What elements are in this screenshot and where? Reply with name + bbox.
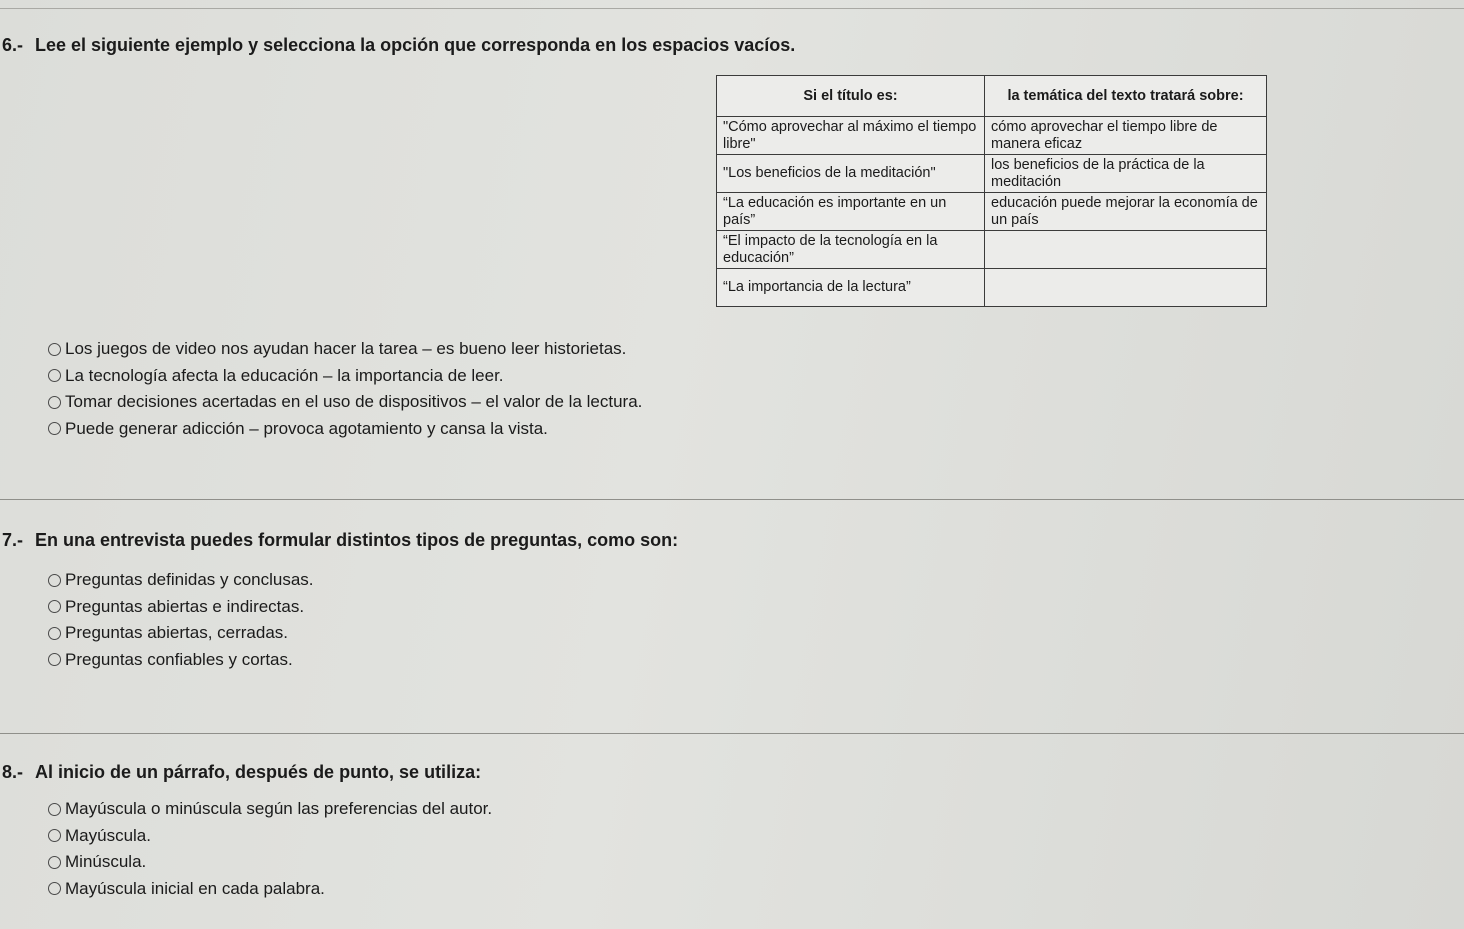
table-cell-topic: los beneficios de la práctica de la meditación [985, 155, 1267, 193]
radio-button-icon[interactable] [48, 369, 61, 382]
question-7-prompt [2, 530, 678, 551]
answer-option[interactable] [48, 416, 642, 443]
option-label: Preguntas definidas y conclusas. [65, 570, 314, 589]
radio-button-icon[interactable] [48, 856, 61, 869]
question-text: Lee el siguiente ejemplo y selecciona la opción que corresponda en los espacios vacíos. [35, 35, 796, 55]
option-label: Minúscula. [65, 852, 147, 871]
answer-option[interactable] [48, 363, 642, 390]
answer-option[interactable] [48, 823, 492, 850]
table-row [717, 231, 1267, 269]
radio-button-icon[interactable] [48, 803, 61, 816]
option-label: La tecnología afecta la educación – la importancia de leer. [65, 365, 504, 385]
table-cell-title: "Los beneficios de la meditación" [717, 155, 985, 193]
question-number: 7.- [2, 530, 24, 550]
answer-option[interactable] [48, 647, 314, 674]
answer-option[interactable] [48, 849, 492, 876]
table-cell-topic: cómo aprovechar el tiempo libre de manera eficaz [985, 117, 1267, 155]
question-7-options [48, 567, 314, 673]
answer-option[interactable] [48, 796, 492, 823]
section-divider [0, 499, 1464, 500]
option-label: Preguntas abiertas, cerradas. [65, 623, 289, 642]
option-label: Mayúscula inicial en cada palabra. [65, 878, 325, 898]
table-row [717, 269, 1267, 307]
table-cell-title: “La importancia de la lectura” [717, 269, 985, 307]
option-label: Preguntas confiables y cortas. [65, 649, 293, 669]
question-number: 8.- [2, 762, 24, 782]
radio-button-icon[interactable] [48, 627, 61, 640]
question-text: En una entrevista puedes formular distintos tipos de preguntas, como son: [35, 530, 679, 550]
table-row [717, 117, 1267, 155]
question-6-options [48, 336, 642, 442]
example-table [716, 75, 1267, 307]
question-text: Al inicio de un párrafo, después de punto, se utiliza: [35, 762, 482, 782]
option-label: Preguntas abiertas e indirectas. [65, 596, 305, 616]
radio-button-icon[interactable] [48, 422, 61, 435]
option-label: Mayúscula. [65, 825, 151, 845]
radio-button-icon[interactable] [48, 653, 61, 666]
section-divider [0, 733, 1464, 734]
option-label: Mayúscula o minúscula según las preferencias del autor. [65, 799, 493, 818]
table-row [717, 155, 1267, 193]
table-row [717, 193, 1267, 231]
radio-button-icon[interactable] [48, 882, 61, 895]
radio-button-icon[interactable] [48, 574, 61, 587]
question-8-options [48, 796, 492, 902]
option-label: Puede generar adicción – provoca agotamiento y cansa la vista. [65, 418, 548, 438]
table-cell-title: “El impacto de la tecnología en la educación” [717, 231, 985, 269]
question-8-prompt [2, 762, 481, 783]
answer-option[interactable] [48, 620, 314, 647]
answer-option[interactable] [48, 876, 492, 903]
radio-button-icon[interactable] [48, 829, 61, 842]
table-cell-topic-blank [985, 269, 1267, 307]
answer-option[interactable] [48, 594, 314, 621]
option-label: Tomar decisiones acertadas en el uso de dispositivos – el valor de la lectura. [65, 392, 643, 411]
answer-option[interactable] [48, 389, 642, 416]
table-cell-title: “La educación es importante en un país” [717, 193, 985, 231]
radio-button-icon[interactable] [48, 600, 61, 613]
answer-option[interactable] [48, 336, 642, 363]
table-header-topic: la temática del texto tratará sobre: [985, 76, 1267, 117]
radio-button-icon[interactable] [48, 343, 61, 356]
table-cell-topic: educación puede mejorar la economía de un país [985, 193, 1267, 231]
top-divider [0, 8, 1464, 9]
table-header-title: Si el título es: [717, 76, 985, 117]
table-cell-title: "Cómo aprovechar al máximo el tiempo libre" [717, 117, 985, 155]
question-number: 6.- [2, 35, 24, 55]
option-label: Los juegos de video nos ayudan hacer la tarea – es bueno leer historietas. [65, 339, 627, 358]
question-6-prompt [2, 35, 795, 56]
radio-button-icon[interactable] [48, 396, 61, 409]
table-cell-topic-blank [985, 231, 1267, 269]
answer-option[interactable] [48, 567, 314, 594]
